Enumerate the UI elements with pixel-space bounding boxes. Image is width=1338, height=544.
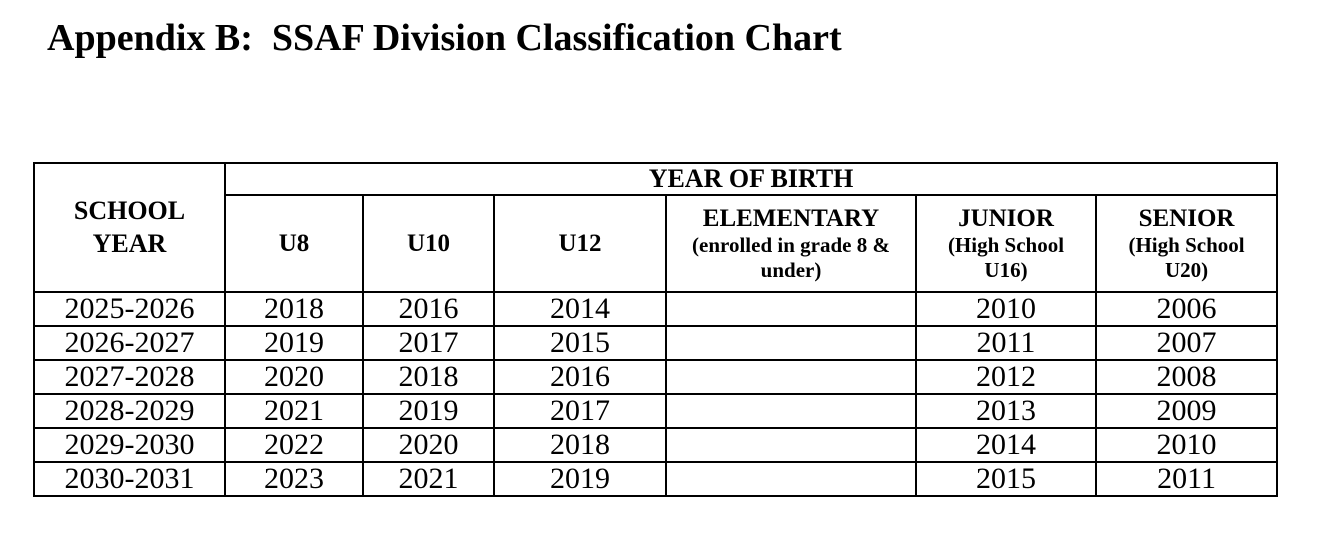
cell-u8: 2018	[225, 292, 363, 326]
cell-u12: 2019	[494, 462, 666, 496]
cell-junior: 2010	[916, 292, 1096, 326]
column-label: SENIOR	[1138, 204, 1235, 232]
column-header-u10	[363, 195, 494, 292]
cell-senior: 2009	[1096, 394, 1277, 428]
cell-senior: 2008	[1096, 360, 1277, 394]
cell-junior: 2014	[916, 428, 1096, 462]
column-header-u8	[225, 195, 363, 292]
cell-senior: 2011	[1096, 462, 1277, 496]
cell-u8: 2020	[225, 360, 363, 394]
cell-senior: 2007	[1096, 326, 1277, 360]
cell-school-year: 2028-2029	[34, 394, 225, 428]
column-header-elementary	[666, 195, 916, 292]
cell-junior: 2011	[916, 326, 1096, 360]
cell-school-year: 2027-2028	[34, 360, 225, 394]
year-of-birth-header: YEAR OF BIRTH	[225, 163, 1277, 195]
cell-elementary	[666, 428, 916, 462]
column-label: U12	[558, 229, 602, 257]
column-sublabel: (High School U16)	[947, 233, 1065, 283]
cell-u10: 2017	[363, 326, 494, 360]
cell-school-year: 2030-2031	[34, 462, 225, 496]
division-classification-table	[33, 162, 1278, 497]
cell-school-year: 2029-2030	[34, 428, 225, 462]
cell-u8: 2019	[225, 326, 363, 360]
table-row	[34, 462, 1277, 496]
cell-u8: 2023	[225, 462, 363, 496]
cell-school-year: 2026-2027	[34, 326, 225, 360]
cell-u10: 2020	[363, 428, 494, 462]
cell-elementary	[666, 360, 916, 394]
column-sublabel: (High School U20)	[1128, 233, 1245, 283]
table-row	[34, 292, 1277, 326]
column-header-u12	[494, 195, 666, 292]
column-label: JUNIOR	[958, 204, 1054, 232]
column-sublabel: (enrolled in grade 8 & under)	[692, 233, 890, 283]
cell-school-year: 2025-2026	[34, 292, 225, 326]
column-label: ELEMENTARY	[702, 204, 880, 232]
column-header-junior	[916, 195, 1096, 292]
cell-junior: 2015	[916, 462, 1096, 496]
header-row-group	[34, 163, 1277, 195]
page-title: Appendix B: SSAF Division Classification Chart	[47, 17, 842, 59]
cell-junior: 2013	[916, 394, 1096, 428]
cell-u10: 2018	[363, 360, 494, 394]
cell-u12: 2015	[494, 326, 666, 360]
column-header-senior	[1096, 195, 1277, 292]
cell-elementary	[666, 292, 916, 326]
table-row	[34, 360, 1277, 394]
cell-u10: 2021	[363, 462, 494, 496]
table-row	[34, 326, 1277, 360]
cell-u8: 2021	[225, 394, 363, 428]
cell-elementary	[666, 394, 916, 428]
school-year-header: SCHOOL YEAR	[34, 163, 225, 292]
cell-u8: 2022	[225, 428, 363, 462]
column-label: U10	[406, 229, 451, 257]
cell-junior: 2012	[916, 360, 1096, 394]
cell-elementary	[666, 326, 916, 360]
cell-senior: 2010	[1096, 428, 1277, 462]
table-row	[34, 394, 1277, 428]
column-label: U8	[278, 229, 310, 257]
cell-u12: 2016	[494, 360, 666, 394]
cell-senior: 2006	[1096, 292, 1277, 326]
cell-u10: 2016	[363, 292, 494, 326]
cell-u12: 2014	[494, 292, 666, 326]
cell-elementary	[666, 462, 916, 496]
cell-u12: 2017	[494, 394, 666, 428]
table-row	[34, 428, 1277, 462]
cell-u12: 2018	[494, 428, 666, 462]
cell-u10: 2019	[363, 394, 494, 428]
